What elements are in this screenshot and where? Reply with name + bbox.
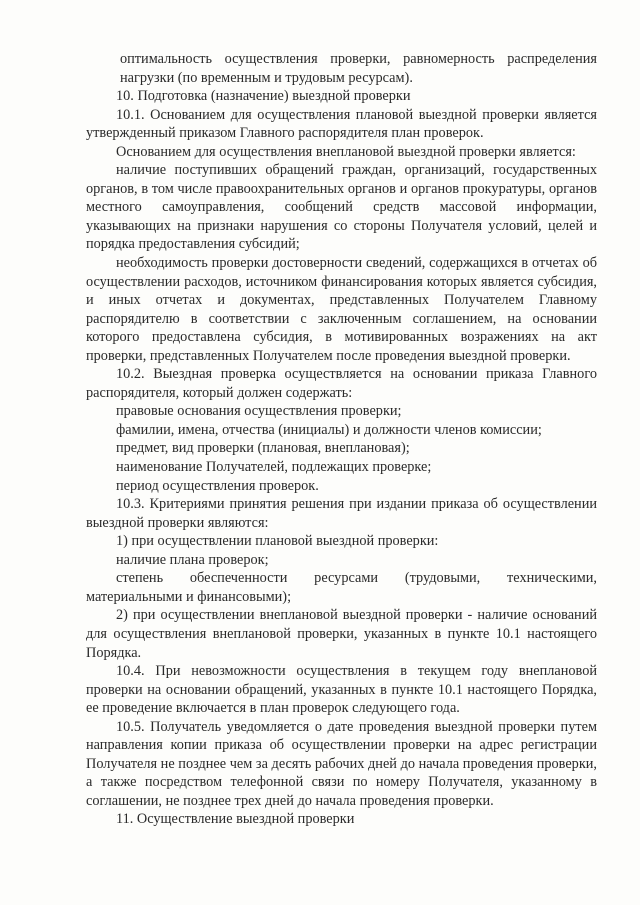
list-item-subject: предмет, вид проверки (плановая, внеплановая); <box>116 440 410 457</box>
paragraph-10-2: 10.2. Выездная проверка осуществляется на основании приказа Главного распорядителя, который должен содержать: <box>86 366 597 401</box>
paragraph-appeals: наличие поступивших обращений граждан, организаций, государственных органов, в том числе правоохранительных органов и органов прокуратуры, органов местного самоуправления, сообщений средств массовой информации, указывающих на признаки нарушения со стороны Получателя условий, целей и порядка предоставления субсидий; <box>86 162 597 253</box>
list-item-plan-exists: наличие плана проверок; <box>116 551 269 568</box>
list-item-commission: фамилии, имена, отчества (инициалы) и должности членов комиссии; <box>116 421 542 438</box>
list-item-resources: степень обеспеченности ресурсами (трудовыми, техническими, материальными и финансовыми); <box>86 570 597 605</box>
section-heading-11: 11. Осуществление выездной проверки <box>116 811 355 828</box>
paragraph-10-4: 10.4. При невозможности осуществления в текущем году внеплановой проверки на основании обращений, указанных в пункте 10.1 настоящего Порядка, ее проведение включается в план проверок следующего года. <box>86 663 597 717</box>
list-item-unplanned: 2) при осуществлении внеплановой выездной проверки - наличие оснований для осуществления внеплановой проверки, указанных в пункте 10.1 настоящего Порядка. <box>86 607 597 661</box>
list-item-planned: 1) при осуществлении плановой выездной проверки: <box>116 533 439 550</box>
paragraph-unplanned-basis: Основанием для осуществления внеплановой выездной проверки является: <box>116 143 576 160</box>
paragraph-verification: необходимость проверки достоверности сведений, содержащихся в отчетах об осуществлении расходов, источником финансирования которых является субсидия, и иных отчетах и документах, представленных Получателем Главному распорядителю в соответствии с заключенным соглашением, на основании которого предоставлена субсидия, в мотивированных возражениях на акт проверки, представленных Получателем после проведения выездной проверки. <box>86 255 597 364</box>
paragraph-10-1: 10.1. Основанием для осуществления плановой выездной проверки является утвержденный приказом Главного распорядителя план проверок. <box>86 106 597 142</box>
paragraph-10-3: 10.3. Критериями принятия решения при издании приказа об осуществлении выездной проверки являются: <box>86 496 597 531</box>
list-item-legal-basis: правовые основания осуществления проверки; <box>116 403 402 420</box>
document-body <box>86 50 597 829</box>
paragraph-10-5: 10.5. Получатель уведомляется о дате проведения выездной проверки путем направления копии приказа об осуществлении проверки на адрес регистрации Получателя не позднее чем за десять рабочих дней до начала проведения проверки, а также посредством телефонной связи по номеру Получателя, указанному в соглашении, не позднее трех дней до начала проведения проверки. <box>86 718 597 809</box>
list-item-recipients: наименование Получателей, подлежащих проверке; <box>116 459 432 476</box>
section-heading-10: 10. Подготовка (назначение) выездной проверки <box>116 88 411 105</box>
list-item-period: период осуществления проверок. <box>116 477 319 494</box>
paragraph-intro: оптимальность осуществления проверки, равномерность распределения нагрузки (по временным и трудовым ресурсам). <box>120 51 597 86</box>
